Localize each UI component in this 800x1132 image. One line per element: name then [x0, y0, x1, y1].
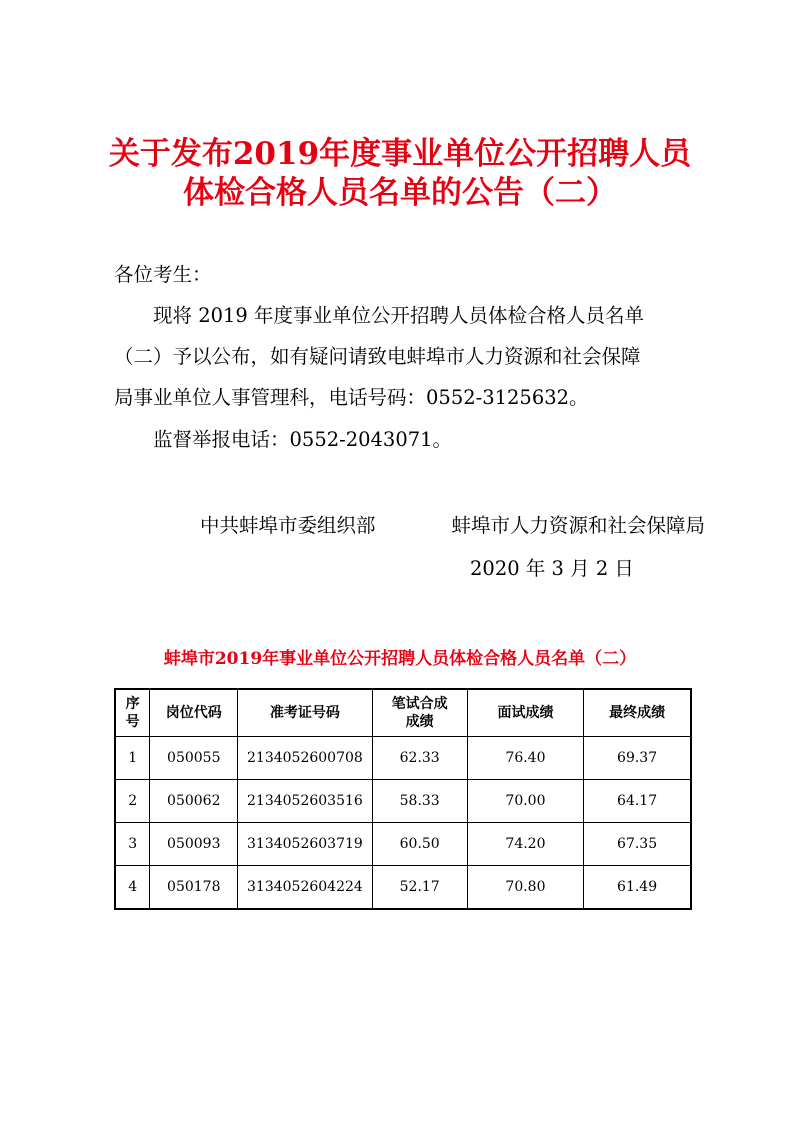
cell-exam-number: 3134052603719 [238, 823, 372, 866]
header-written-score [372, 689, 467, 737]
announcement-title-line-1: 关于发布2019年度事业单位公开招聘人员 [108, 136, 692, 172]
body-paragraph-line-1: 现将 2019 年度事业单位公开招聘人员体检合格人员名单 [114, 304, 645, 327]
cell-final-score: 61.49 [584, 866, 691, 910]
header-final-score: 最终成绩 [584, 689, 691, 737]
signature-org-organization-dept: 中共蚌埠市委组织部 [200, 514, 376, 537]
cell-seq: 1 [115, 737, 150, 780]
cell-interview-score: 70.80 [467, 866, 583, 910]
cell-post-code: 050062 [150, 780, 238, 823]
cell-final-score: 69.37 [584, 737, 691, 780]
cell-exam-number: 2134052603516 [238, 780, 372, 823]
header-seq-line-1: 序 [125, 696, 140, 712]
table-row [115, 737, 691, 780]
header-interview-score: 面试成绩 [467, 689, 583, 737]
table-header-row [115, 689, 691, 737]
cell-final-score: 64.17 [584, 780, 691, 823]
cell-seq: 2 [115, 780, 150, 823]
cell-interview-score: 74.20 [467, 823, 583, 866]
cell-exam-number: 2134052600708 [238, 737, 372, 780]
cell-exam-number: 3134052604224 [238, 866, 372, 910]
cell-seq: 3 [115, 823, 150, 866]
cell-written-score: 52.17 [372, 866, 467, 910]
table-row [115, 866, 691, 910]
signature-org-hr-bureau: 蚌埠市人力资源和社会保障局 [451, 514, 705, 537]
cell-interview-score: 70.00 [467, 780, 583, 823]
cell-post-code: 050178 [150, 866, 238, 910]
header-post-code: 岗位代码 [150, 689, 238, 737]
cell-written-score: 62.33 [372, 737, 467, 780]
salutation: 各位考生： [114, 263, 212, 286]
cell-seq: 4 [115, 866, 150, 910]
header-written-line-1: 笔试合成 [391, 696, 448, 712]
cell-post-code: 050055 [150, 737, 238, 780]
header-exam-number: 准考证号码 [238, 689, 372, 737]
cell-written-score: 60.50 [372, 823, 467, 866]
qualified-candidates-table [114, 688, 692, 910]
table-title: 蚌埠市2019年事业单位公开招聘人员体检合格人员名单（二） [163, 649, 637, 669]
announcement-title-line-2: 体检合格人员名单的公告（二） [183, 175, 617, 211]
table-row [115, 823, 691, 866]
cell-interview-score: 76.40 [467, 737, 583, 780]
header-seq [115, 689, 150, 737]
cell-final-score: 67.35 [584, 823, 691, 866]
body-paragraph-line-2: （二）予以公布，如有疑问请致电蚌埠市人力资源和社会保障 [114, 345, 641, 368]
body-paragraph-line-3: 局事业单位人事管理科，电话号码：0552-3125632。 [114, 386, 589, 409]
header-written-line-2: 成绩 [405, 714, 434, 730]
table-row [115, 780, 691, 823]
hotline-text: 监督举报电话：0552-2043071。 [114, 428, 453, 451]
header-seq-line-2: 号 [125, 714, 140, 730]
cell-written-score: 58.33 [372, 780, 467, 823]
issue-date: 2020 年 3 月 2 日 [470, 557, 634, 580]
cell-post-code: 050093 [150, 823, 238, 866]
